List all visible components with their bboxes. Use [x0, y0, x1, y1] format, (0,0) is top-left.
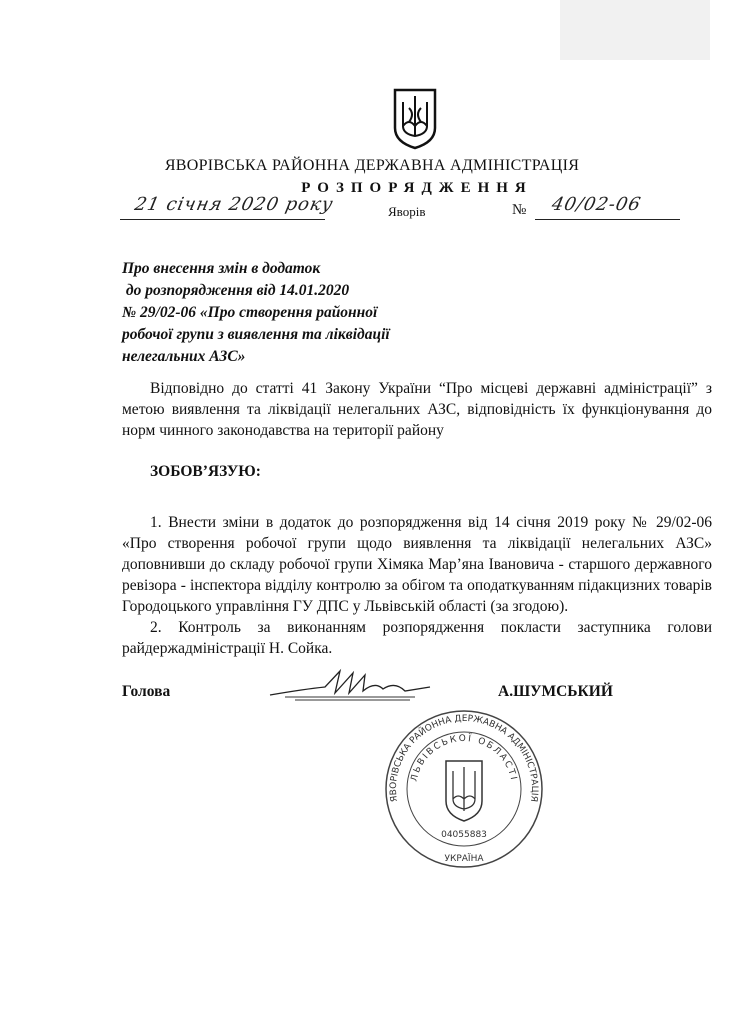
coat-of-arms-icon: [393, 88, 437, 150]
document-body: [122, 258, 712, 913]
item-2: 2. Контроль за виконанням розпорядження покласти заступника голови райдержадміністрації Н. Сойка.: [122, 619, 712, 657]
signature-block: [122, 683, 712, 913]
stamp-country: УКРАЇНА: [444, 854, 484, 864]
official-stamp: [384, 709, 544, 869]
handwritten-date: 21 січня 2020 року: [132, 194, 336, 215]
stamp-outer-text: ЯВОРІВСЬКА РАЙОННА ДЕРЖАВНА АДМІНІСТРАЦІЯ: [388, 714, 540, 803]
number-sign: №: [512, 202, 527, 218]
scan-shadow: [560, 0, 710, 60]
stamp-code: 04055883: [441, 830, 487, 840]
stamp-inner-text: ЛЬВІВСЬКОЇ ОБЛАСТІ: [409, 733, 519, 783]
oblige-heading: ЗОБОВ’ЯЗУЮ:: [150, 463, 261, 480]
preamble: Відповідно до статті 41 Закону України “Про місцеві державні адміністрації” з метою виявлення та ліквідації нелегальних АЗС, відповідність їх функціонування до норм чинного законодавства на території району: [122, 380, 712, 439]
document-type: РОЗПОРЯДЖЕННЯ: [301, 180, 533, 196]
handwritten-signature: [265, 667, 435, 707]
signatory-name: А.ШУМСЬКИЙ: [498, 683, 613, 700]
city: Яворів: [388, 204, 426, 219]
organization-name: ЯВОРІВСЬКА РАЙОННА ДЕРЖАВНА АДМІНІСТРАЦІЯ: [164, 157, 580, 174]
handwritten-number: 40/02-06: [549, 194, 644, 215]
item-1: 1. Внести зміни в додаток до розпорядження від 14 січня 2019 року № 29/02-06 «Про створення робочої групи щодо виявлення та ліквідації нелегальних АЗС» доповнивши до складу робочої групи Хімяка Мар’яна Івановича - старшого державного ревізора - інспектора відділу контролю за обігом та оподаткуванням підакцизних товарів Городоцького управління ГУ ДПС у Львівській області (за згодою).: [122, 514, 712, 615]
signatory-position: Голова: [122, 683, 171, 700]
document-subject: Про внесення змін в додаток до розпорядження від 14.01.2020 № 29/02-06 «Про створення районної робочої групи з виявлення та ліквідації нелегальних АЗС»: [122, 260, 390, 365]
